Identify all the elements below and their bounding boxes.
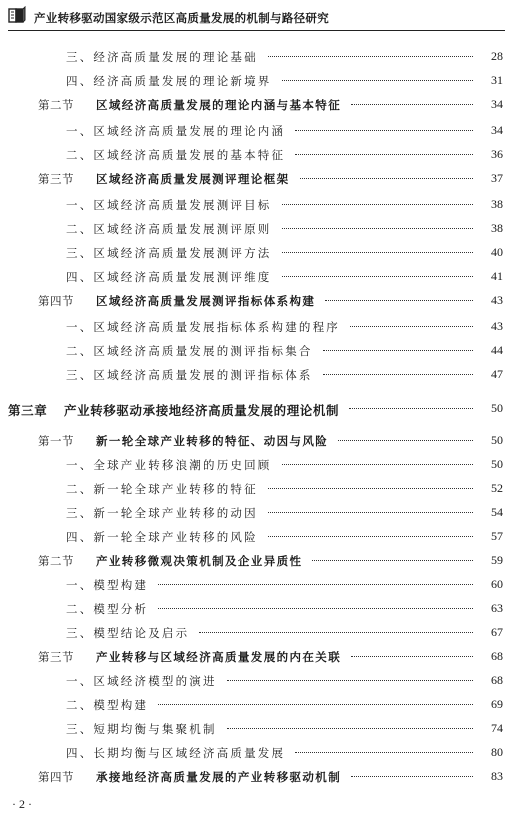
dot-leader xyxy=(295,752,473,753)
toc-entry-text: 模型构建 xyxy=(93,578,149,592)
toc-entry-number: 三、 xyxy=(66,246,94,260)
toc-entry-title xyxy=(66,269,272,285)
toc-section-entry[interactable] xyxy=(0,289,513,311)
dot-leader xyxy=(351,104,473,105)
toc-entry-number: 第二节 xyxy=(38,98,74,112)
toc-entry-number: 二、 xyxy=(66,482,94,496)
dot-leader xyxy=(158,704,473,705)
toc-entry-number: 二、 xyxy=(66,148,94,162)
toc-entry-text: 区域经济高质量发展测评方法 xyxy=(93,246,272,260)
toc-entry-text: 区域经济高质量发展测评维度 xyxy=(93,270,272,284)
toc-entry-title xyxy=(66,721,217,737)
toc-entry-text: 短期均衡与集聚机制 xyxy=(93,722,217,736)
toc-subsection-entry[interactable] xyxy=(0,265,513,287)
toc-page-number: 69 xyxy=(491,697,503,711)
toc-subsection-entry[interactable] xyxy=(0,339,513,361)
toc-page-number: 43 xyxy=(491,319,503,333)
toc-entry-title xyxy=(66,745,285,761)
toc-entry-title xyxy=(66,673,217,689)
toc-entry-number: 三、 xyxy=(66,506,94,520)
toc-entry-text: 经济高质量发展的理论新境界 xyxy=(93,74,272,88)
book-icon xyxy=(8,6,26,24)
toc-entry-title xyxy=(66,49,258,65)
toc-section-entry[interactable] xyxy=(0,167,513,189)
toc-entry-text: 区域经济高质量发展的理论内涵与基本特征 xyxy=(96,98,342,112)
toc-section-entry[interactable] xyxy=(0,93,513,115)
toc-entry-number: 第三节 xyxy=(38,650,74,664)
toc-entry-number: 三、 xyxy=(66,626,94,640)
toc-page-number: 50 xyxy=(491,457,503,471)
toc-entry-title xyxy=(66,147,285,163)
toc-entry-text: 产业转移与区域经济高质量发展的内在关联 xyxy=(96,650,342,664)
toc-entry-title xyxy=(66,343,313,359)
toc-entry-title xyxy=(66,123,285,139)
toc-entry-title xyxy=(38,649,341,665)
header-rule xyxy=(8,30,505,31)
toc-entry-number: 一、 xyxy=(66,578,94,592)
page-number: · 2 · xyxy=(12,797,32,811)
toc-entry-number: 第三章 xyxy=(8,403,48,418)
toc-entry-text: 区域经济高质量发展测评指标体系构建 xyxy=(96,294,316,308)
dot-leader xyxy=(268,536,473,537)
toc-entry-title xyxy=(66,529,258,545)
toc-subsection-entry[interactable] xyxy=(0,477,513,499)
toc-subsection-entry[interactable] xyxy=(0,525,513,547)
dot-leader xyxy=(295,130,473,131)
toc-subsection-entry[interactable] xyxy=(0,693,513,715)
toc-page-number: 59 xyxy=(491,553,503,567)
toc-entry-text: 新一轮全球产业转移的风险 xyxy=(93,530,258,544)
toc-subsection-entry[interactable] xyxy=(0,217,513,239)
toc-entry-number: 一、 xyxy=(66,674,94,688)
toc-entry-title xyxy=(66,319,340,335)
toc-entry-title xyxy=(66,481,258,497)
dot-leader xyxy=(227,728,473,729)
toc-subsection-entry[interactable] xyxy=(0,717,513,739)
toc-entry-title xyxy=(66,457,272,473)
toc-entry-text: 新一轮全球产业转移的动因 xyxy=(93,506,258,520)
dot-leader xyxy=(282,276,473,277)
toc-subsection-entry[interactable] xyxy=(0,669,513,691)
toc-page-number: 50 xyxy=(491,401,503,415)
toc-subsection-entry[interactable] xyxy=(0,573,513,595)
toc-entry-text: 区域经济高质量发展测评原则 xyxy=(93,222,272,236)
toc-entry-title xyxy=(66,197,272,213)
toc-page-number: 83 xyxy=(491,769,503,783)
dot-leader xyxy=(325,300,473,301)
toc-entry-number: 三、 xyxy=(66,50,94,64)
toc-entry-title xyxy=(66,221,272,237)
toc-section-entry[interactable] xyxy=(0,549,513,571)
toc-page-number: 52 xyxy=(491,481,503,495)
dot-leader xyxy=(282,464,473,465)
toc-entry-text: 产业转移驱动承接地经济高质量发展的理论机制 xyxy=(64,403,340,418)
toc-entry-number: 第三节 xyxy=(38,172,74,186)
toc-entry-title xyxy=(66,367,313,383)
toc-entry-number: 二、 xyxy=(66,344,94,358)
toc-subsection-entry[interactable] xyxy=(0,741,513,763)
dot-leader xyxy=(268,512,473,513)
toc-page-number: 43 xyxy=(491,293,503,307)
toc-entry-number: 二、 xyxy=(66,602,94,616)
toc-entry-title xyxy=(38,433,328,449)
toc-page-number: 37 xyxy=(491,171,503,185)
toc-subsection-entry[interactable] xyxy=(0,119,513,141)
dot-leader xyxy=(227,680,473,681)
toc-subsection-entry[interactable] xyxy=(0,453,513,475)
toc-page-number: 68 xyxy=(491,649,503,663)
dot-leader xyxy=(158,584,473,585)
toc-page-number: 34 xyxy=(491,97,503,111)
toc-page-number: 57 xyxy=(491,529,503,543)
toc-entry-number: 第四节 xyxy=(38,294,74,308)
toc-entry-title xyxy=(38,97,341,113)
toc-entry-number: 四、 xyxy=(66,270,94,284)
toc-page-number: 36 xyxy=(491,147,503,161)
toc-section-entry[interactable] xyxy=(0,765,513,787)
toc-entry-title xyxy=(66,577,148,593)
dot-leader xyxy=(350,326,473,327)
toc-entry-text: 全球产业转移浪潮的历史回顾 xyxy=(93,458,272,472)
toc-page-number: 74 xyxy=(491,721,503,735)
toc-page-number: 54 xyxy=(491,505,503,519)
toc-entry-title xyxy=(8,401,339,419)
toc-page-number: 60 xyxy=(491,577,503,591)
toc-entry-text: 模型结论及启示 xyxy=(93,626,190,640)
toc-entry-text: 区域经济高质量发展的测评指标集合 xyxy=(93,344,313,358)
toc-entry-text: 区域经济模型的演进 xyxy=(93,674,217,688)
toc-page-number: 44 xyxy=(491,343,503,357)
toc-page-number: 80 xyxy=(491,745,503,759)
dot-leader xyxy=(323,350,473,351)
header-title: 产业转移驱动国家级示范区高质量发展的机制与路径研究 xyxy=(34,11,329,25)
toc-entry-text: 新一轮全球产业转移的特征 xyxy=(93,482,258,496)
toc-entry-number: 二、 xyxy=(66,698,94,712)
toc-entry-number: 第二节 xyxy=(38,554,74,568)
toc-page-number: 63 xyxy=(491,601,503,615)
toc-entry-number: 一、 xyxy=(66,124,94,138)
toc-page-number: 47 xyxy=(491,367,503,381)
toc-entry-text: 经济高质量发展的理论基础 xyxy=(93,50,258,64)
toc-entry-text: 长期均衡与区域经济高质量发展 xyxy=(93,746,286,760)
toc-entry-number: 一、 xyxy=(66,198,94,212)
toc-chapter-entry[interactable] xyxy=(0,397,513,419)
toc-entry-number: 第一节 xyxy=(38,434,74,448)
toc-entry-title xyxy=(38,769,341,785)
toc-entry-title xyxy=(38,293,315,309)
dot-leader xyxy=(158,608,473,609)
toc-subsection-entry[interactable] xyxy=(0,69,513,91)
toc-entry-number: 一、 xyxy=(66,458,94,472)
dot-leader xyxy=(268,488,473,489)
toc-entry-text: 区域经济高质量发展指标体系构建的程序 xyxy=(93,320,341,334)
toc-page-number: 50 xyxy=(491,433,503,447)
toc-page-number: 67 xyxy=(491,625,503,639)
toc-entry-title xyxy=(66,73,272,89)
toc-entry-number: 二、 xyxy=(66,222,94,236)
toc-entry-text: 区域经济高质量发展测评目标 xyxy=(93,198,272,212)
toc-entry-text: 新一轮全球产业转移的特征、动因与风险 xyxy=(96,434,329,448)
dot-leader xyxy=(323,374,473,375)
toc-entry-number: 一、 xyxy=(66,320,94,334)
toc-subsection-entry[interactable] xyxy=(0,315,513,337)
toc-page-number: 28 xyxy=(491,49,503,63)
toc-page-number: 68 xyxy=(491,673,503,687)
toc-entry-number: 第四节 xyxy=(38,770,74,784)
toc-page-number: 41 xyxy=(491,269,503,283)
toc-subsection-entry[interactable] xyxy=(0,501,513,523)
toc-entry-text: 产业转移微观决策机制及企业异质性 xyxy=(96,554,303,568)
toc-subsection-entry[interactable] xyxy=(0,363,513,385)
toc-entry-text: 模型分析 xyxy=(93,602,149,616)
toc-entry-number: 四、 xyxy=(66,746,94,760)
toc-section-entry[interactable] xyxy=(0,645,513,667)
dot-leader xyxy=(295,154,473,155)
toc-entry-text: 模型构建 xyxy=(93,698,149,712)
toc-entry-text: 承接地经济高质量发展的产业转移驱动机制 xyxy=(96,770,342,784)
toc-subsection-entry[interactable] xyxy=(0,597,513,619)
toc-entry-title xyxy=(66,601,148,617)
toc-entry-text: 区域经济高质量发展的基本特征 xyxy=(93,148,286,162)
dot-leader xyxy=(282,80,473,81)
toc-page-number: 38 xyxy=(491,221,503,235)
toc-section-entry[interactable] xyxy=(0,429,513,451)
toc-entry-title xyxy=(66,245,272,261)
toc-entry-number: 三、 xyxy=(66,368,94,382)
dot-leader xyxy=(199,632,473,633)
toc-subsection-entry[interactable] xyxy=(0,193,513,215)
toc-page-number: 31 xyxy=(491,73,503,87)
toc-entry-number: 四、 xyxy=(66,74,94,88)
dot-leader xyxy=(351,776,473,777)
toc-entry-text: 区域经济高质量发展的理论内涵 xyxy=(93,124,286,138)
toc-entry-title xyxy=(38,553,302,569)
toc-entry-title xyxy=(66,625,189,641)
toc-subsection-entry[interactable] xyxy=(0,241,513,263)
dot-leader xyxy=(282,252,473,253)
toc-entry-text: 区域经济高质量发展的测评指标体系 xyxy=(93,368,313,382)
toc-entry-text: 区域经济高质量发展测评理论框架 xyxy=(96,172,290,186)
dot-leader xyxy=(349,408,473,409)
dot-leader xyxy=(312,560,473,561)
toc-entry-title xyxy=(66,697,148,713)
toc-entry-title xyxy=(38,171,290,187)
toc-subsection-entry[interactable] xyxy=(0,621,513,643)
toc-page-number: 40 xyxy=(491,245,503,259)
dot-leader xyxy=(268,56,473,57)
dot-leader xyxy=(282,204,473,205)
dot-leader xyxy=(351,656,473,657)
running-header xyxy=(0,0,513,34)
toc-page-number: 38 xyxy=(491,197,503,211)
toc-entry-number: 四、 xyxy=(66,530,94,544)
dot-leader xyxy=(300,178,473,179)
toc-entry-number: 三、 xyxy=(66,722,94,736)
toc-subsection-entry[interactable] xyxy=(0,45,513,67)
toc-subsection-entry[interactable] xyxy=(0,143,513,165)
toc-page-number: 34 xyxy=(491,123,503,137)
toc-entry-title xyxy=(66,505,258,521)
dot-leader xyxy=(338,440,473,441)
dot-leader xyxy=(282,228,473,229)
